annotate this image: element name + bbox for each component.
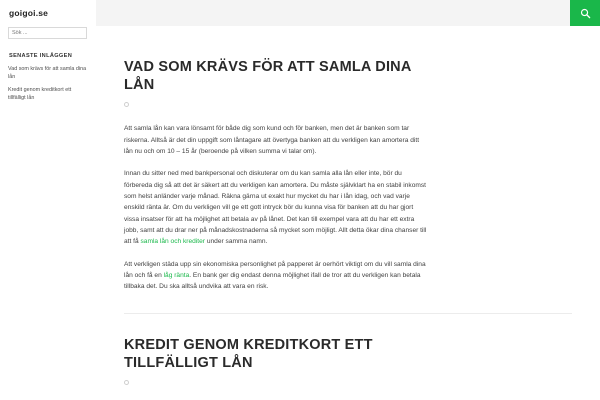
recent-posts-widget-title: SENASTE INLÄGGEN <box>9 53 73 60</box>
paragraph <box>124 168 429 247</box>
list-item <box>8 87 88 103</box>
paragraph-text: Att verkligen städa upp sin ekonomiska personlighet på papperet är oerhört viktigt om du vill samla dina lån och få en <box>124 260 426 279</box>
inline-link-lag-ranta[interactable]: låg ränta <box>163 271 190 279</box>
sidebar <box>0 0 96 400</box>
recent-posts-list <box>8 66 88 102</box>
article-2-title[interactable]: KREDIT GENOM KREDITKORT ETT TILLFÄLLIGT LÅN <box>124 336 373 371</box>
list-item <box>8 66 88 82</box>
paragraph-text: Innan du sitter ned med bankpersonal och diskuterar om du kan samla alla lån eller inte, bör du förbereda dig så att det är säkert att du verkligen kan amortera. Du måste självklart ha en stabil inkomst som helst anländer varje månad. Räkna gärna ut exakt hur mycket du har i lån idag, och vad varje enskild ränta är. Om du verkligen vill ge ett gott intryck bör du kunna visa för banken att du har gjort vissa insatser för att ha möjlighet att betala av på lånet. Det kan till exempel vara att du har ett extra jobb, samt att du drar ner på månadskostnaderna så mycket som möjligt. Allt detta ökar dina chanser till att få <box>124 170 427 246</box>
comment-icon <box>124 102 129 107</box>
paragraph-text: under samma namn. <box>205 238 268 246</box>
paragraph-text: Att samla lån kan vara lönsamt för både dig som kund och för banken, men det är banken som tar riskerna. Alltså är det din uppgift som låntagare att övertyga banken att du verkligen kan amortera ditt lån nu och om 10 – 15 år (beroende på vilken summa vi talar om). <box>124 125 420 155</box>
main-column <box>96 0 600 400</box>
paragraph <box>124 259 429 293</box>
article-1 <box>96 26 600 293</box>
entry-meta-2 <box>124 380 572 385</box>
entry-content-1 <box>124 123 572 292</box>
recent-post-link-1[interactable]: Vad som krävs för att samla dina lån <box>8 66 87 80</box>
topbar <box>96 0 600 26</box>
paragraph-text: . En bank ger dig endast denna möjlighet ifall de tror att du verkligen kan betala tillbaka det. Du ska alltså undvika att vara en risk. <box>124 271 421 291</box>
search-icon <box>580 8 591 19</box>
page-title[interactable]: VAD SOM KRÄVS FÖR ATT SAMLA DINA LÅN <box>124 59 411 94</box>
recent-post-link-2[interactable]: Kredit genom kreditkort ett tillfälligt lån <box>8 86 72 101</box>
comment-icon <box>124 380 129 385</box>
site-title[interactable]: goigoi.se <box>9 8 49 18</box>
entry-meta-1 <box>124 102 572 107</box>
content-area <box>96 26 600 400</box>
paragraph <box>124 123 429 157</box>
article-2 <box>96 314 600 385</box>
search-submit-button[interactable] <box>570 0 600 26</box>
inline-link-samla-lan-och-krediter[interactable]: samla lån och krediter <box>140 238 206 246</box>
search-input[interactable] <box>8 27 87 39</box>
